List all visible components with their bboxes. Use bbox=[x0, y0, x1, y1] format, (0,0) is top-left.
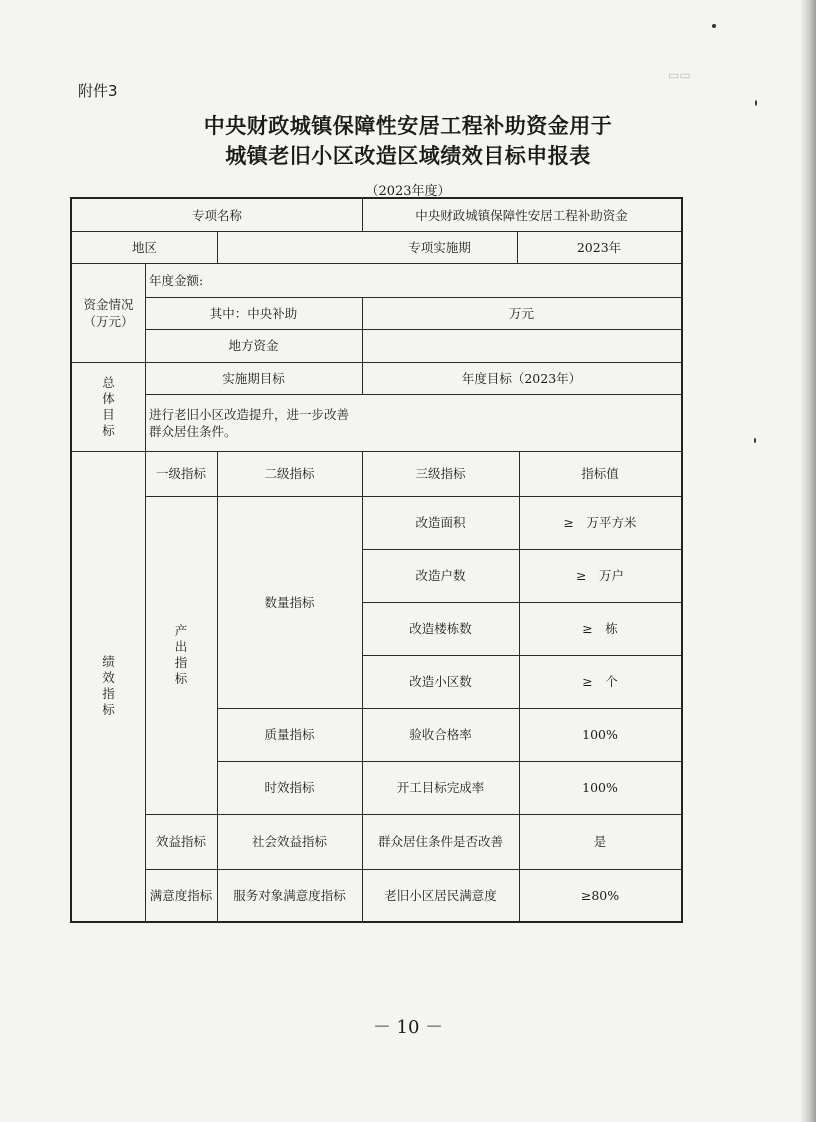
header-level3: 三级指标 bbox=[415, 466, 466, 481]
impl-goal-label: 实施期目标 bbox=[222, 370, 285, 386]
row-value: 100% bbox=[582, 780, 618, 795]
row-level3: 验收合格率 bbox=[409, 727, 472, 742]
region-value bbox=[217, 231, 362, 263]
scan-speck bbox=[755, 100, 757, 106]
attachment-label: 附件3 bbox=[78, 82, 118, 100]
service-satisfaction-label: 服务对象满意度指标 bbox=[233, 887, 346, 903]
page-title-line1: 中央财政城镇保障性安居工程补助资金用于 bbox=[203, 114, 613, 138]
perf-label: 绩 效 指 标 bbox=[102, 654, 115, 717]
satisfaction-level3: 老旧小区居民满意度 bbox=[384, 887, 497, 903]
period-label: 专项实施期 bbox=[408, 239, 471, 255]
header-level2: 二级指标 bbox=[264, 466, 315, 481]
overall-goal-label: 总 体 目 标 bbox=[102, 374, 115, 438]
funding-label: 资金情况（万元） bbox=[83, 296, 134, 329]
benefit-value: 是 bbox=[593, 834, 607, 849]
row-level3: 开工目标完成率 bbox=[396, 780, 485, 795]
benefit-indicator-label: 效益指标 bbox=[155, 834, 206, 849]
output-indicator-label: 产 出 指 标 bbox=[174, 623, 188, 686]
page-title-line2: 城镇老旧小区改造区域绩效目标申报表 bbox=[225, 144, 591, 168]
row-value: ≥ 万户 bbox=[576, 568, 624, 583]
scan-speck bbox=[754, 438, 756, 443]
quality-indicator-label: 质量指标 bbox=[264, 727, 315, 742]
period-value: 2023年 bbox=[576, 239, 622, 255]
row-value: ≥ 万平方米 bbox=[563, 515, 637, 530]
row-value: ≥ 个 bbox=[582, 674, 618, 689]
satisfaction-value: ≥80% bbox=[580, 887, 620, 903]
performance-target-table bbox=[70, 197, 683, 923]
impl-goal-text: 进行老旧小区改造提升，进一步改善群众居住条件。 bbox=[149, 406, 350, 439]
year-label: （2023年度） bbox=[365, 184, 451, 199]
social-benefit-label: 社会效益指标 bbox=[251, 834, 327, 849]
quantity-indicator-label: 数量指标 bbox=[264, 594, 315, 610]
project-name-label: 专项名称 bbox=[191, 207, 242, 223]
row-value: 100% bbox=[582, 727, 618, 742]
benefit-level3: 群众居住条件是否改善 bbox=[377, 834, 503, 849]
row-level3: 改造楼栋数 bbox=[409, 621, 472, 636]
row-level3: 改造面积 bbox=[415, 515, 466, 530]
satisfaction-indicator-label: 满意度指标 bbox=[149, 887, 213, 903]
local-funds-label: 地方资金 bbox=[228, 338, 279, 353]
page-number: － 10 － bbox=[372, 1017, 444, 1038]
annual-goal-label: 年度目标（2023年） bbox=[461, 370, 582, 386]
bleed-through-mark: ▭▭ bbox=[668, 68, 691, 82]
header-level1: 一级指标 bbox=[155, 466, 206, 481]
header-value: 指标值 bbox=[581, 466, 619, 481]
timeliness-indicator-label: 时效指标 bbox=[264, 780, 315, 795]
region-label: 地区 bbox=[131, 239, 157, 255]
annual-amount-label: 年度金额: bbox=[149, 272, 204, 288]
central-subsidy-label: 其中：中央补助 bbox=[209, 305, 298, 321]
scan-speck bbox=[712, 24, 716, 28]
project-name-value: 中央财政城镇保障性安居工程补助资金 bbox=[415, 207, 628, 223]
row-level3: 改造小区数 bbox=[409, 674, 472, 689]
row-value: ≥ 栋 bbox=[582, 621, 618, 636]
central-subsidy-value: 万元 bbox=[508, 305, 534, 321]
row-level3: 改造户数 bbox=[415, 568, 466, 583]
